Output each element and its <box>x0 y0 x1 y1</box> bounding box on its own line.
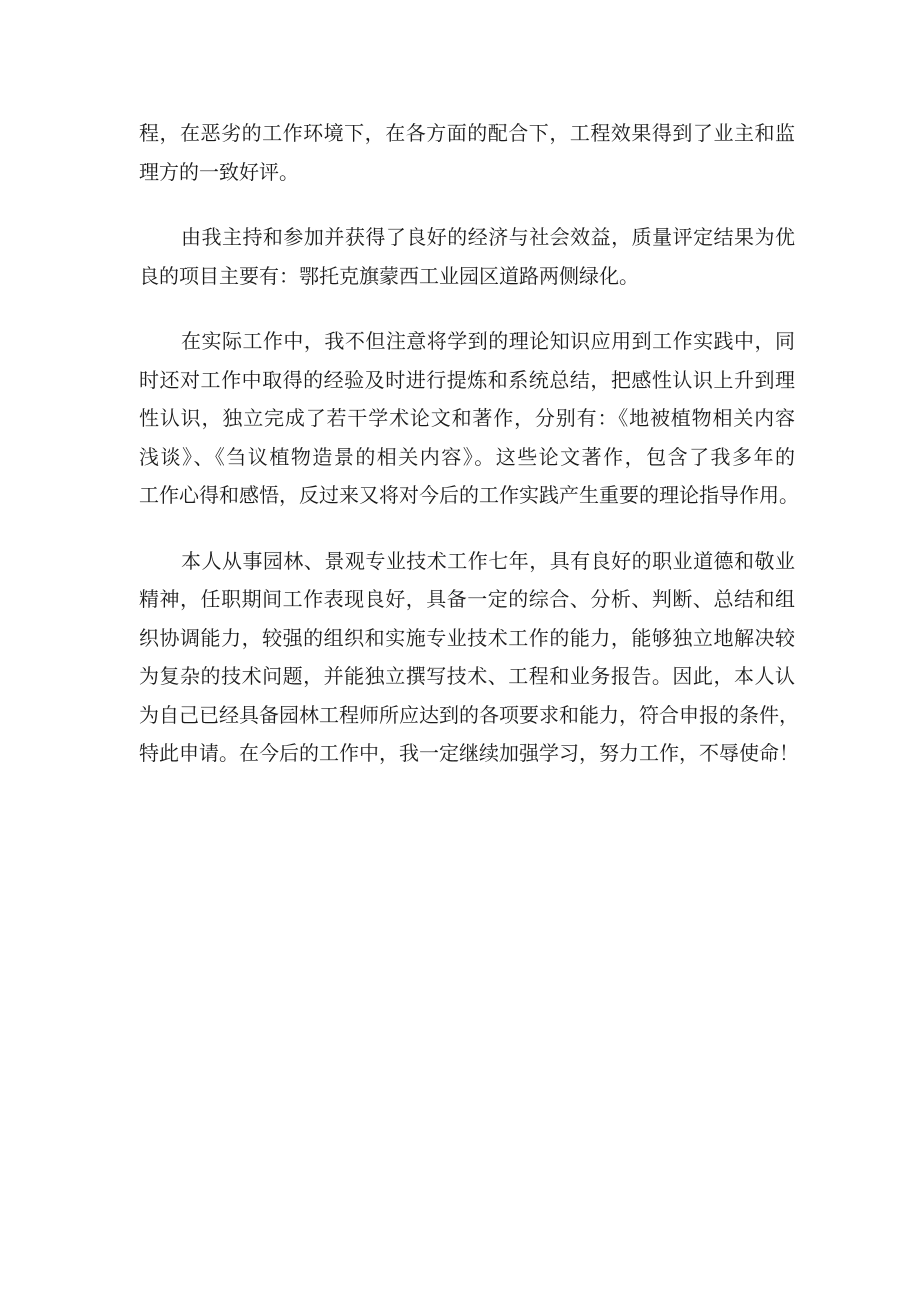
paragraph-2 <box>139 218 795 295</box>
text-line: 为复杂的技术问题，并能独立撰写技术、工程和业务报告。因此，本人认 <box>139 664 795 688</box>
text-line: 良的项目主要有：鄂托克旗蒙西工业园区道路两侧绿化。 <box>139 263 639 288</box>
text-line: 织协调能力，较强的组织和实施专业技术工作的能力，能够独立地解决较 <box>139 625 795 650</box>
document-body <box>139 114 799 800</box>
text-line: 性认识，独立完成了若干学术论文和著作，分别有：《地被植物相关内容 <box>139 406 795 430</box>
text-line: 工作心得和感悟，反过来又将对今后的工作实践产生重要的理论指导作用。 <box>139 483 799 507</box>
text-line: 理方的一致好评。 <box>139 159 299 184</box>
text-line: 由我主持和参加并获得了良好的经济与社会效益，质量评定结果为优 <box>181 225 795 249</box>
text-line: 程，在恶劣的工作环境下，在各方面的配合下，工程效果得到了业主和监 <box>139 121 795 145</box>
text-line: 在实际工作中，我不但注意将学到的理论知识应用到工作实践中，同 <box>181 329 795 353</box>
paragraph-3 <box>139 322 799 515</box>
text-line: 为自己已经具备园林工程师所应达到的各项要求和能力，符合申报的条件， <box>139 702 799 727</box>
paragraph-4 <box>139 542 799 773</box>
paragraph-1 <box>139 114 795 191</box>
text-line: 精神，任职期间工作表现良好，具备一定的综合、分析、判断、总结和组 <box>139 587 795 611</box>
text-line: 本人从事园林、景观专业技术工作七年，具有良好的职业道德和敬业 <box>181 548 795 573</box>
text-line: 浅谈》、《刍议植物造景的相关内容》。这些论文著作，包含了我多年的 <box>139 444 795 469</box>
text-line: 时还对工作中取得的经验及时进行提炼和系统总结，把感性认识上升到理 <box>139 367 795 392</box>
text-line: 特此申请。在今后的工作中，我一定继续加强学习，努力工作，不辱使命！ <box>139 741 799 765</box>
